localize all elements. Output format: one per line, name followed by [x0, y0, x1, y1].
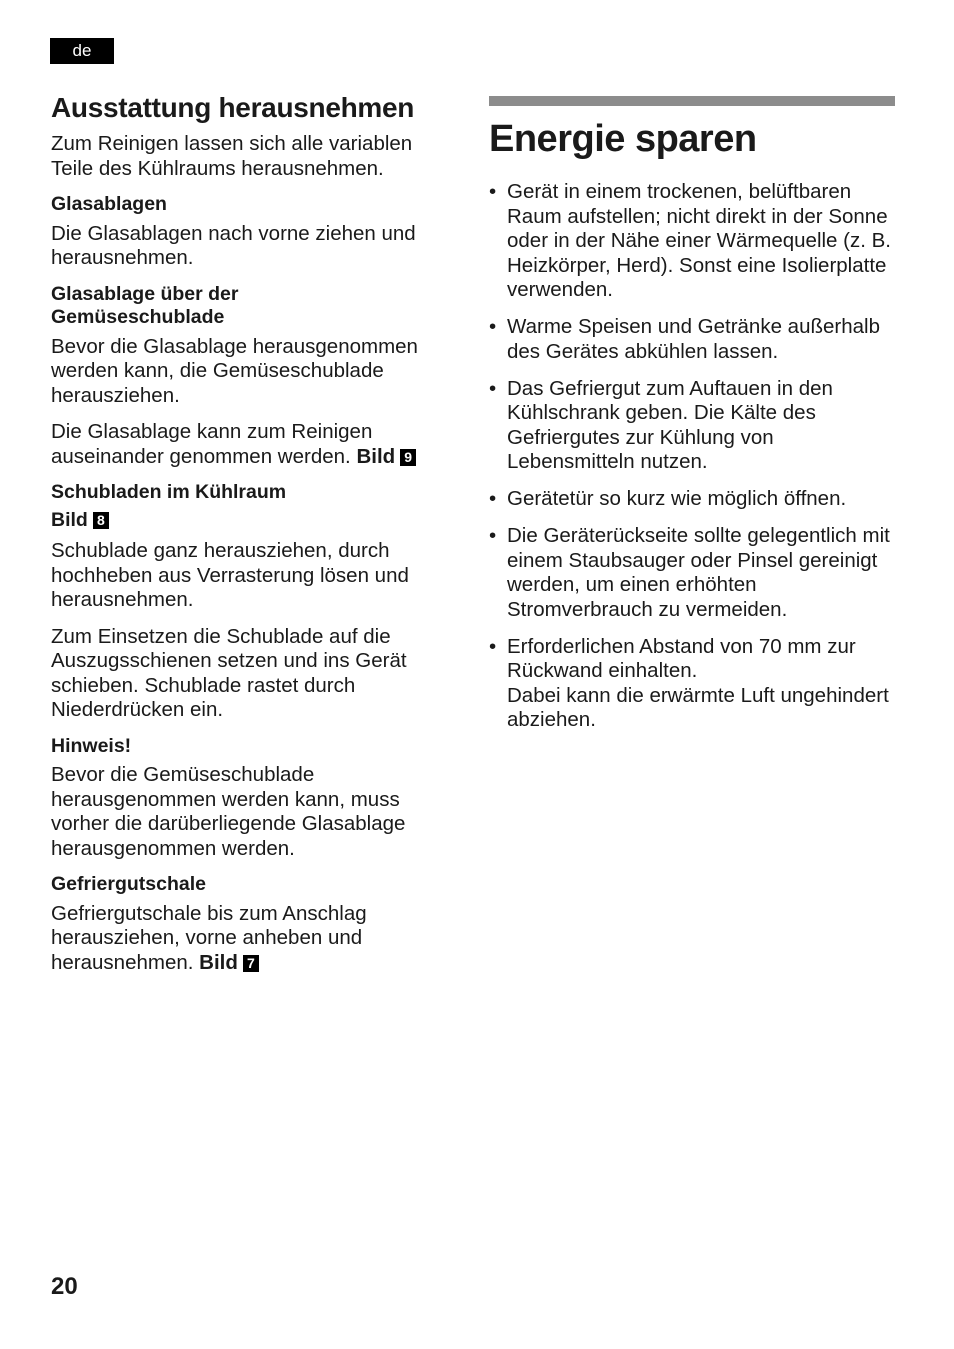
energy-tips-list — [489, 180, 895, 733]
drawers-figure-ref — [51, 509, 451, 533]
intro-text: Zum Reinigen lassen sich alle variablen Teile des Kühlraums herausnehmen. — [51, 132, 413, 180]
list-item — [489, 315, 895, 364]
bullet-icon: • — [489, 634, 497, 658]
freezer-tray-heading: Gefriergutschale — [51, 873, 206, 895]
shelf-above-crisper-heading: Glasablage über der Gemüseschublade — [51, 282, 239, 328]
figure-number-badge: 9 — [400, 449, 416, 466]
freezer-tray-sentence: Gefriergutschale bis zum Anschlag herausziehen, vorne anheben und herausnehmen. — [51, 901, 367, 974]
section-divider — [489, 96, 895, 106]
glass-shelves-heading: Glasablagen — [51, 193, 167, 215]
list-item — [489, 487, 895, 512]
language-badge: de — [50, 38, 114, 64]
figure-ref-label: Bild — [356, 444, 396, 468]
page-number: 20 — [51, 1273, 78, 1300]
figure-number-badge: 8 — [93, 512, 109, 529]
bullet-icon: • — [489, 524, 497, 547]
list-item-text: Gerät in einem trockenen, belüftbaren Raum aufstellen; nicht direkt in der Sonne oder in der Nähe einer Wärmequelle (z. B. Heizkörper, Herd). Sonst eine Isolierplatte verwenden. — [507, 180, 891, 301]
list-item-text: Gerätetür so kurz wie möglich öffnen. — [507, 487, 847, 510]
shelf-disassembly-text — [51, 420, 451, 469]
bullet-icon: • — [489, 315, 497, 338]
shelf-disassembly-sentence: Die Glasablage kann zum Reinigen auseinander genommen werden. — [51, 420, 373, 468]
note-heading: Hinweis! — [51, 734, 132, 757]
section-title: Ausstattung herausnehmen — [51, 92, 415, 123]
bullet-icon: • — [489, 487, 497, 510]
glass-shelves-text: Die Glasablagen nach vorne ziehen und herausnehmen. — [51, 221, 416, 269]
section-energy-saving — [489, 96, 895, 745]
figure-number-badge: 7 — [243, 955, 259, 972]
list-item — [489, 524, 895, 622]
freezer-tray-text — [51, 902, 451, 976]
list-item-text: Warme Speisen und Getränke außerhalb des Gerätes abkühlen lassen. — [507, 315, 880, 363]
shelf-above-crisper-text: Bevor die Glasablage herausgenommen werden kann, die Gemüseschublade herausziehen. — [51, 334, 418, 407]
figure-ref-label: Bild — [51, 508, 88, 531]
drawer-insert-text: Zum Einsetzen die Schublade auf die Auszugsschienen setzen und ins Gerät schieben. Schublade rastet durch Niederdrücken ein. — [51, 624, 407, 721]
bullet-icon: • — [489, 376, 497, 400]
drawer-removal-text: Schublade ganz herausziehen, durch hochheben aus Verrasterung lösen und herausnehmen. — [51, 539, 409, 611]
figure-ref-label: Bild — [199, 950, 238, 974]
list-item-subtext: Dabei kann die erwärmte Luft ungehindert abziehen. — [507, 683, 889, 731]
list-item-text: Die Geräterückseite sollte gelegentlich mit einem Staubsauger oder Pinsel gereinigt werden, um einen erhöhten Stromverbrauch zu vermeiden. — [507, 524, 890, 621]
section-remove-equipment — [51, 88, 451, 987]
drawers-heading: Schubladen im Kühlraum — [51, 481, 287, 503]
chapter-title: Energie sparen — [489, 118, 757, 160]
list-item — [489, 635, 895, 733]
list-item — [489, 180, 895, 303]
bullet-icon: • — [489, 180, 497, 203]
note-text: Bevor die Gemüseschublade herausgenommen werden kann, muss vorher die darüberliegende Glasablage herausgenommen werden. — [51, 763, 406, 860]
list-item — [489, 377, 895, 475]
list-item-text: Das Gefriergut zum Auftauen in den Kühlschrank geben. Die Kälte des Gefriergutes zur Kühlung von Lebensmitteln nutzen. — [507, 376, 833, 473]
list-item-text: Erforderlichen Abstand von 70 mm zur Rückwand einhalten. — [507, 634, 856, 682]
